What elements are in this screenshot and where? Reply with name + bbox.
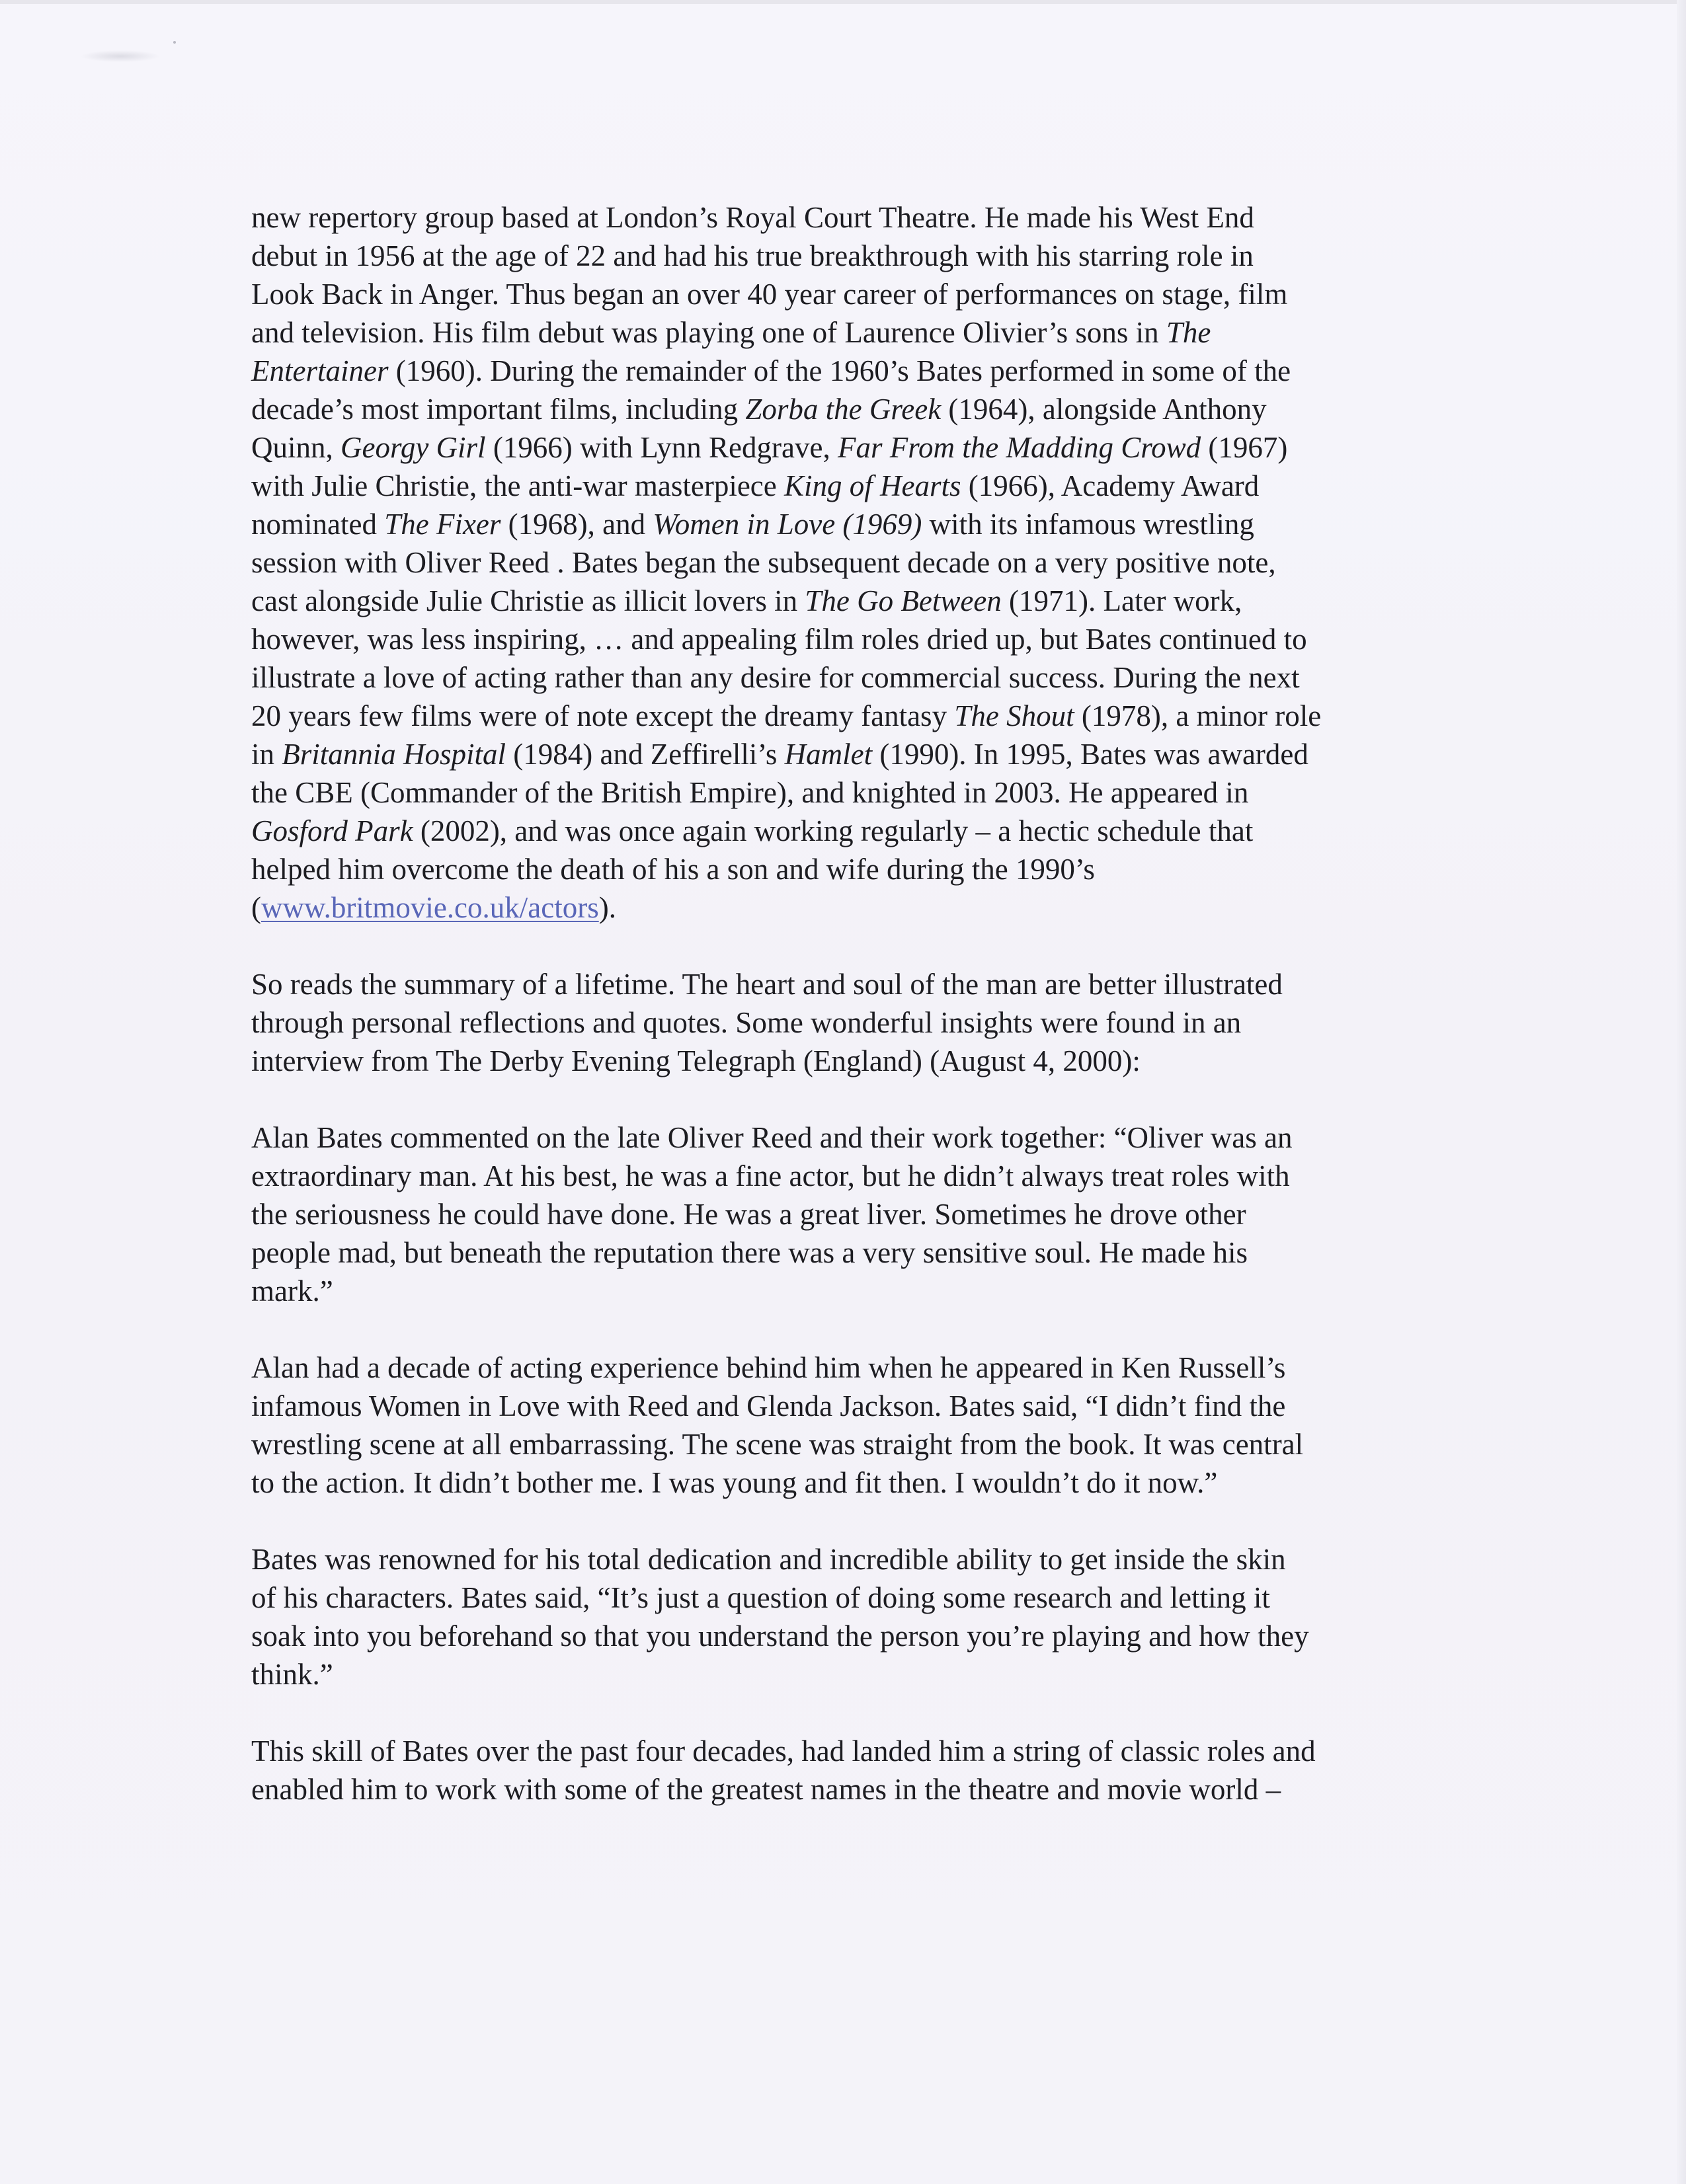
text-run: through personal reflections and quotes. Some wonderful insights were found in an bbox=[251, 1006, 1242, 1039]
text-line bbox=[251, 773, 1441, 812]
paragraph-5 bbox=[251, 1540, 1441, 1694]
text-run: in bbox=[251, 738, 282, 771]
text-line bbox=[251, 198, 1441, 237]
text-line bbox=[251, 1003, 1441, 1042]
text-run: (1984) and Zeffirelli’s bbox=[506, 738, 785, 771]
text-line bbox=[251, 1617, 1441, 1655]
britmovie-link[interactable]: www.britmovie.co.uk/actors bbox=[261, 891, 599, 924]
text-run: This skill of Bates over the past four decades, had landed him a string of classic roles and bbox=[251, 1735, 1316, 1768]
text-line bbox=[251, 1425, 1441, 1463]
text-run: (1967) bbox=[1201, 431, 1288, 464]
text-run: mark.” bbox=[251, 1274, 333, 1307]
text-run: Bates was renowned for his total dedication and incredible ability to get inside the skin bbox=[251, 1543, 1286, 1576]
text-line bbox=[251, 888, 1441, 927]
text-run: debut in 1956 at the age of 22 and had his true breakthrough with his starring role in bbox=[251, 239, 1254, 272]
text-line bbox=[251, 1272, 1441, 1310]
italic-title: The Fixer bbox=[384, 508, 501, 541]
text-line bbox=[251, 428, 1441, 467]
text-run: helped him overcome the death of his a son and wife during the 1990’s bbox=[251, 853, 1095, 886]
italic-title: Georgy Girl bbox=[341, 431, 486, 464]
text-run: enabled him to work with some of the greatest names in the theatre and movie world – bbox=[251, 1773, 1281, 1806]
text-run: illustrate a love of acting rather than any desire for commercial success. During the next bbox=[251, 661, 1300, 694]
text-line bbox=[251, 1540, 1441, 1579]
text-line bbox=[251, 1042, 1441, 1080]
page-top-edge bbox=[0, 0, 1686, 4]
text-run: to the action. It didn’t bother me. I was young and fit then. I wouldn’t do it now.” bbox=[251, 1466, 1218, 1499]
text-line bbox=[251, 313, 1441, 352]
italic-title: King of Hearts bbox=[784, 469, 961, 502]
text-run: ). bbox=[598, 891, 616, 924]
paragraph-3 bbox=[251, 1118, 1441, 1310]
text-line bbox=[251, 237, 1441, 275]
text-line bbox=[251, 658, 1441, 697]
paragraph-4 bbox=[251, 1348, 1441, 1502]
text-run: extraordinary man. At his best, he was a fine actor, but he didn’t always treat roles with bbox=[251, 1159, 1290, 1192]
italic-title: Hamlet bbox=[784, 738, 873, 771]
text-line bbox=[251, 1387, 1441, 1425]
text-run: Quinn, bbox=[251, 431, 341, 464]
text-line bbox=[251, 697, 1441, 735]
text-line bbox=[251, 1732, 1441, 1770]
text-line bbox=[251, 735, 1441, 773]
text-line bbox=[251, 1463, 1441, 1502]
text-run: cast alongside Julie Christie as illicit lovers in bbox=[251, 584, 805, 617]
italic-title: Women in Love (1969) bbox=[653, 508, 922, 541]
text-line bbox=[251, 1157, 1441, 1195]
text-run: wrestling scene at all embarrassing. The scene was straight from the book. It was central bbox=[251, 1428, 1304, 1461]
text-line bbox=[251, 543, 1441, 582]
text-run: ( bbox=[251, 891, 261, 924]
text-run: session with Oliver Reed . Bates began the subsequent decade on a very positive note, bbox=[251, 546, 1276, 579]
italic-title: Gosford Park bbox=[251, 814, 413, 847]
text-run: people mad, but beneath the reputation there was a very sensitive soul. He made his bbox=[251, 1236, 1248, 1269]
text-run: (1968), and bbox=[501, 508, 653, 541]
page-right-edge bbox=[1677, 0, 1686, 2184]
text-run: 20 years few films were of note except the dreamy fantasy bbox=[251, 699, 955, 732]
text-run: of his characters. Bates said, “It’s just a question of doing some research and letting it bbox=[251, 1581, 1270, 1614]
text-run: (1960). During the remainder of the 1960’s Bates performed in some of the bbox=[388, 354, 1291, 387]
italic-title: Zorba the Greek bbox=[745, 393, 942, 426]
italic-title: Far From the Madding Crowd bbox=[837, 431, 1201, 464]
text-line bbox=[251, 390, 1441, 428]
text-run: Alan Bates commented on the late Oliver Reed and their work together: “Oliver was an bbox=[251, 1121, 1293, 1154]
text-run: (1990). In 1995, Bates was awarded bbox=[872, 738, 1308, 771]
italic-title: The Shout bbox=[954, 699, 1074, 732]
text-run: (1964), alongside Anthony bbox=[941, 393, 1267, 426]
text-run: with its infamous wrestling bbox=[922, 508, 1254, 541]
scan-dust-dot bbox=[173, 41, 176, 44]
text-run: soak into you beforehand so that you understand the person you’re playing and how they bbox=[251, 1619, 1309, 1653]
text-line bbox=[251, 275, 1441, 313]
text-run: So reads the summary of a lifetime. The heart and soul of the man are better illustrated bbox=[251, 968, 1283, 1001]
text-line bbox=[251, 505, 1441, 543]
text-run: (1966), Academy Award bbox=[961, 469, 1260, 502]
italic-title: The Go Between bbox=[805, 584, 1002, 617]
italic-title: Entertainer bbox=[251, 354, 389, 387]
text-run: (1966) with Lynn Redgrave, bbox=[485, 431, 838, 464]
text-line bbox=[251, 1579, 1441, 1617]
italic-title: The bbox=[1166, 316, 1211, 349]
text-run: (2002), and was once again working regularly – a hectic schedule that bbox=[413, 814, 1254, 847]
text-run: nominated bbox=[251, 508, 385, 541]
paragraph-2 bbox=[251, 965, 1441, 1080]
text-line bbox=[251, 812, 1441, 850]
text-run: however, was less inspiring, … and appealing film roles dried up, but Bates continued to bbox=[251, 623, 1307, 656]
text-line bbox=[251, 467, 1441, 505]
text-run: (1978), a minor role bbox=[1074, 699, 1322, 732]
text-run: and television. His film debut was playing one of Laurence Olivier’s sons in bbox=[251, 316, 1166, 349]
text-line bbox=[251, 352, 1441, 390]
text-run: new repertory group based at London’s Royal Court Theatre. He made his West End bbox=[251, 201, 1254, 234]
text-line bbox=[251, 1118, 1441, 1157]
text-run: interview from The Derby Evening Telegraph (England) (August 4, 2000): bbox=[251, 1044, 1141, 1077]
text-line bbox=[251, 1195, 1441, 1233]
text-line bbox=[251, 1233, 1441, 1272]
text-run: with Julie Christie, the anti-war masterpiece bbox=[251, 469, 785, 502]
text-run: (1971). Later work, bbox=[1001, 584, 1242, 617]
text-run: Alan had a decade of acting experience behind him when he appeared in Ken Russell’s bbox=[251, 1351, 1286, 1384]
text-line bbox=[251, 965, 1441, 1003]
text-run: decade’s most important films, including bbox=[251, 393, 746, 426]
paragraph-6 bbox=[251, 1732, 1441, 1809]
text-run: the seriousness he could have done. He was a great liver. Sometimes he drove other bbox=[251, 1198, 1246, 1231]
text-run: the CBE (Commander of the British Empire), and knighted in 2003. He appeared in bbox=[251, 776, 1249, 809]
text-line bbox=[251, 1655, 1441, 1694]
text-run: Look Back in Anger. Thus began an over 40 year career of performances on stage, film bbox=[251, 278, 1288, 311]
text-run: think.” bbox=[251, 1658, 333, 1691]
paragraph-1 bbox=[251, 198, 1441, 927]
text-line bbox=[251, 1348, 1441, 1387]
document-body bbox=[251, 198, 1441, 1847]
text-line bbox=[251, 582, 1441, 620]
text-line bbox=[251, 850, 1441, 888]
text-run: infamous Women in Love with Reed and Glenda Jackson. Bates said, “I didn’t find the bbox=[251, 1389, 1286, 1423]
scan-smudge bbox=[81, 50, 160, 62]
text-line bbox=[251, 620, 1441, 658]
italic-title: Britannia Hospital bbox=[282, 738, 506, 771]
text-line bbox=[251, 1770, 1441, 1809]
